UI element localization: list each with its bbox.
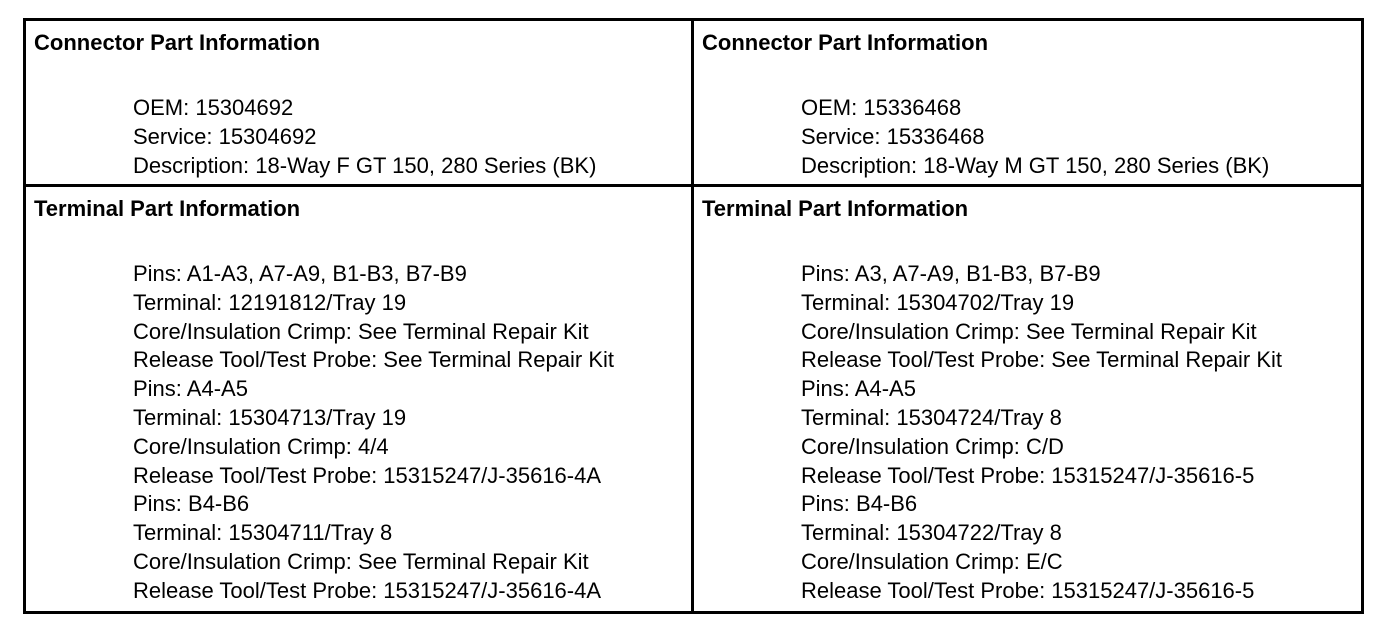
release-tool-line: Release Tool/Test Probe: 15315247/J-35616-5 (801, 577, 1255, 603)
service-number: Service: 15336468 (801, 123, 985, 149)
terminal-line: Terminal: 15304702/Tray 19 (801, 289, 1075, 315)
pins-line: Pins: B4-B6 (801, 491, 918, 517)
release-tool-line: Release Tool/Test Probe: See Terminal Repair Kit (801, 347, 1282, 373)
release-tool-line: Release Tool/Test Probe: See Terminal Repair Kit (133, 347, 614, 373)
terminal-cell-left (26, 187, 694, 611)
release-tool-line: Release Tool/Test Probe: 15315247/J-35616-4A (133, 577, 602, 603)
crimp-line: Core/Insulation Crimp: See Terminal Repair Kit (801, 318, 1257, 344)
terminal-line: Terminal: 15304713/Tray 19 (133, 404, 407, 430)
crimp-line: Core/Insulation Crimp: See Terminal Repair Kit (133, 548, 589, 574)
crimp-line: Core/Insulation Crimp: E/C (801, 548, 1063, 574)
connector-heading-left: Connector Part Information (34, 30, 321, 55)
description: Description: 18-Way F GT 150, 280 Series (BK) (133, 152, 597, 178)
description: Description: 18-Way M GT 150, 280 Series (BK) (801, 152, 1270, 178)
pins-line: Pins: A3, A7-A9, B1-B3, B7-B9 (801, 261, 1101, 286)
pins-line: Pins: A4-A5 (801, 376, 916, 402)
connector-cell-right (694, 21, 1364, 187)
terminal-line: Terminal: 15304711/Tray 8 (133, 520, 393, 546)
pins-line: Pins: A4-A5 (133, 376, 248, 402)
terminal-heading-right: Terminal Part Information (702, 196, 969, 221)
terminal-line: Terminal: 12191812/Tray 19 (133, 289, 407, 315)
terminal-lines-left (133, 260, 614, 606)
service-number: Service: 15304692 (133, 123, 317, 149)
release-tool-line: Release Tool/Test Probe: 15315247/J-35616-4A (133, 462, 602, 488)
oem-number: OEM: 15304692 (133, 95, 294, 120)
crimp-line: Core/Insulation Crimp: C/D (801, 433, 1064, 459)
terminal-lines-right (801, 260, 1282, 606)
terminal-line: Terminal: 15304722/Tray 8 (801, 520, 1062, 546)
connector-lines-left (133, 94, 596, 180)
oem-number: OEM: 15336468 (801, 95, 962, 120)
connector-heading-right: Connector Part Information (702, 30, 989, 55)
crimp-line: Core/Insulation Crimp: 4/4 (133, 433, 389, 459)
crimp-line: Core/Insulation Crimp: See Terminal Repair Kit (133, 318, 589, 344)
pins-line: Pins: B4-B6 (133, 491, 250, 517)
release-tool-line: Release Tool/Test Probe: 15315247/J-35616-5 (801, 462, 1255, 488)
connector-cell-left (26, 21, 694, 187)
pins-line: Pins: A1-A3, A7-A9, B1-B3, B7-B9 (133, 261, 467, 286)
terminal-cell-right (694, 187, 1364, 611)
connector-lines-right (801, 94, 1269, 180)
connector-info-table (23, 18, 1364, 614)
terminal-line: Terminal: 15304724/Tray 8 (801, 404, 1062, 430)
terminal-heading-left: Terminal Part Information (34, 196, 301, 221)
